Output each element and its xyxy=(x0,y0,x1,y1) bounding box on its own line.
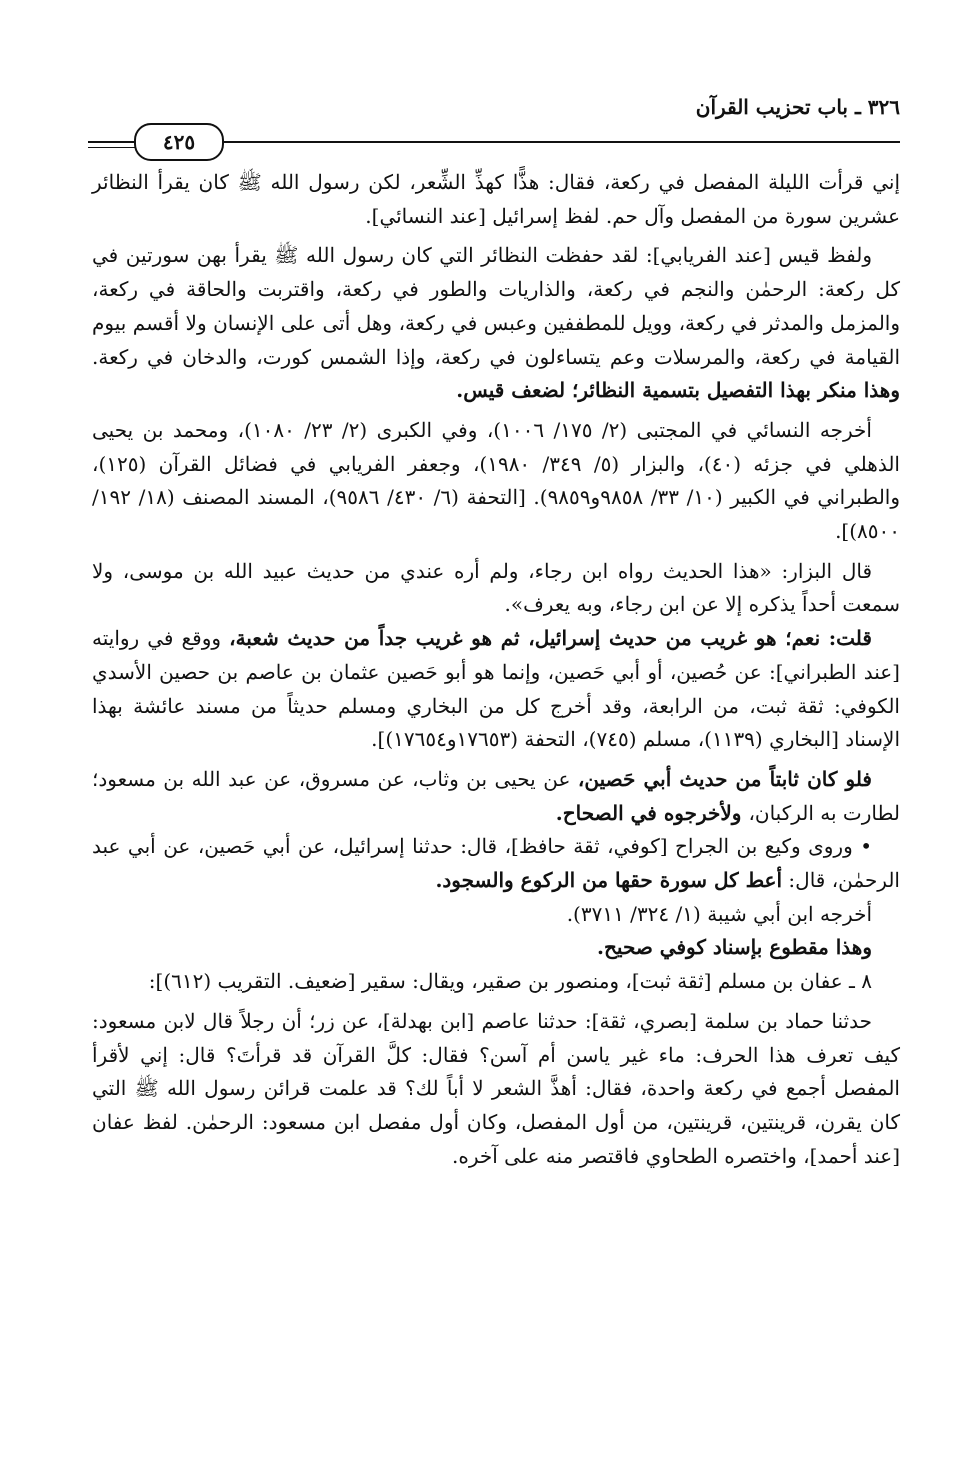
paragraph: وهذا مقطوع بإسناد كوفي صحيح. xyxy=(597,935,872,960)
page-number: ٤٢٥ xyxy=(134,123,224,161)
header-rule-left-thin xyxy=(88,147,136,148)
text-run: ووقع في روايته [عند الطبراني]: عن حُصين، أو أبي حَصين، وإنما هو أبو حَصين عثمان بن عاصم بن حصين الأسدي الكوفي: ثقة ثبت، من الرابعة، وقد أخرج كل من البخاري ومسلم حديثاً من مسند عائشة بهذا الإسناد [البخاري (١١٣٩)، مسلم (٧٤٥)، التحفة (١٧٦٥٣و١٧٦٥٤)]. xyxy=(92,626,900,752)
header-rule xyxy=(220,141,900,143)
paragraph: أخرجه ابن أبي شيبة (١/ ٣٢٤/ ٣٧١١). xyxy=(566,901,872,926)
paragraph: إني قرأت الليلة المفصل في ركعة، فقال: هذًّا كهذِّ الشِّعر، لكن رسول الله ﷺ كان يقرأ النظائر عشرين سورة من المفصل وآل حم. لفظ إسرائيل [عند النسائي]. xyxy=(92,170,900,228)
text-run: عن يحيى بن وثاب، عن مسروق، عن عبد الله بن مسعود؛ لطارت به الركبان، xyxy=(92,766,900,825)
paragraph: أخرجه النسائي في المجتبى (٢/ ١٧٥/ ١٠٠٦)، وفي الكبرى (٢/ ٢٣/ ١٠٨٠)، ومحمد بن يحيى الذهلي في جزئه (٤٠)، والبزار (٥/ ٣٤٩/ ١٩٨٠)، وجعفر الفريابي في فضائل القرآن (١٢٥)، والطبراني في الكبير (١٠/ ٣٣/ ٩٨٥٨و٩٨٥٩). [التحفة (٦/ ٤٣٠/ ٩٥٨٦)، المسند المصنف (١٨/ ١٩٢/ ٨٥٠٠)]. xyxy=(92,417,901,544)
page-header xyxy=(88,95,900,157)
paragraph xyxy=(92,239,900,408)
bold-text-run: أعط كل سورة حقها من الركوع والسجود. xyxy=(435,868,783,893)
bold-text-run: ولأخرجوه في الصحاح. xyxy=(555,800,749,825)
header-rule-left xyxy=(88,141,136,143)
page-body xyxy=(92,166,900,1173)
bold-text-run: وهذا منكر بهذا التفصيل بتسمية النظائر؛ لضعف قيس. xyxy=(456,378,900,403)
paragraph: حدثنا حماد بن سلمة [بصري، ثقة]: حدثنا عاصم [ابن بهدلة]، عن زر؛ أن رجلاً قال لابن مسعود: كيف تعرف هذا الحرف: ماء غير ياسن أم آسن؟ فقال: كلَّ القرآن قد قرأتَ؟ قال: إني لأقرأ المفصل أجمع في ركعة واحدة، فقال: أهذَّ الشعر لا أباً لك؟ قد علمت قرائن رسول الله ﷺ التي كان يقرن، قرينتين، قرينتين، من أول المفصل، وكان أول مفصل ابن مسعود: الرحمٰن. لفظ عفان [عند أحمد]، واختصره الطحاوي فاقتصر منه على آخره. xyxy=(92,1008,901,1168)
paragraph xyxy=(92,763,900,830)
text-run: ولفظ قيس [عند الفريابي]: لقد حفظت النظائر التي كان رسول الله ﷺ يقرأ بهن سورتين في كل ركعة: الرحمٰن والنجم في ركعة، والذاريات والطور في ركعة، واقتربت والحاقة في ركعة، والمزمل والمدثر في ركعة، وويل للمطففين وعبس في ركعة، وهل أتى على الإنسان ولا أقسم بيوم القيامة في ركعة، والمرسلات وعم يتساءلون في ركعة، وإذا الشمس كورت، والدخان في ركعة. xyxy=(92,243,900,369)
paragraph xyxy=(92,622,900,757)
bold-text-run: قلت: نعم؛ هو غريب من حديث إسرائيل، ثم هو غريب جداً من حديث شعبة، xyxy=(229,626,872,651)
text-run: • وروى وكيع بن الجراح [كوفي، ثقة حافظ]، قال: حدثنا إسرائيل، عن أبي حَصين، عن أبي عبد الرحمٰن، قال: xyxy=(92,834,900,893)
paragraph: قال البزار: «هذا الحديث رواه ابن رجاء، ولم أره عندي من حديث عبيد الله بن موسى، ولا سمعت أحداً يذكره إلا عن ابن رجاء، وبه يعرف». xyxy=(92,558,900,617)
paragraph xyxy=(92,830,900,897)
running-title: ٣٢٦ ـ باب تحزيب القرآن xyxy=(695,95,900,119)
bold-text-run: فلو كان ثابتاً من حديث أبي حَصين، xyxy=(577,766,872,791)
paragraph: ٨ ـ عفان بن مسلم [ثقة ثبت]، ومنصور بن صقير، ويقال: سقير [ضعيف. التقريب (٦١٢)]: xyxy=(148,969,872,994)
